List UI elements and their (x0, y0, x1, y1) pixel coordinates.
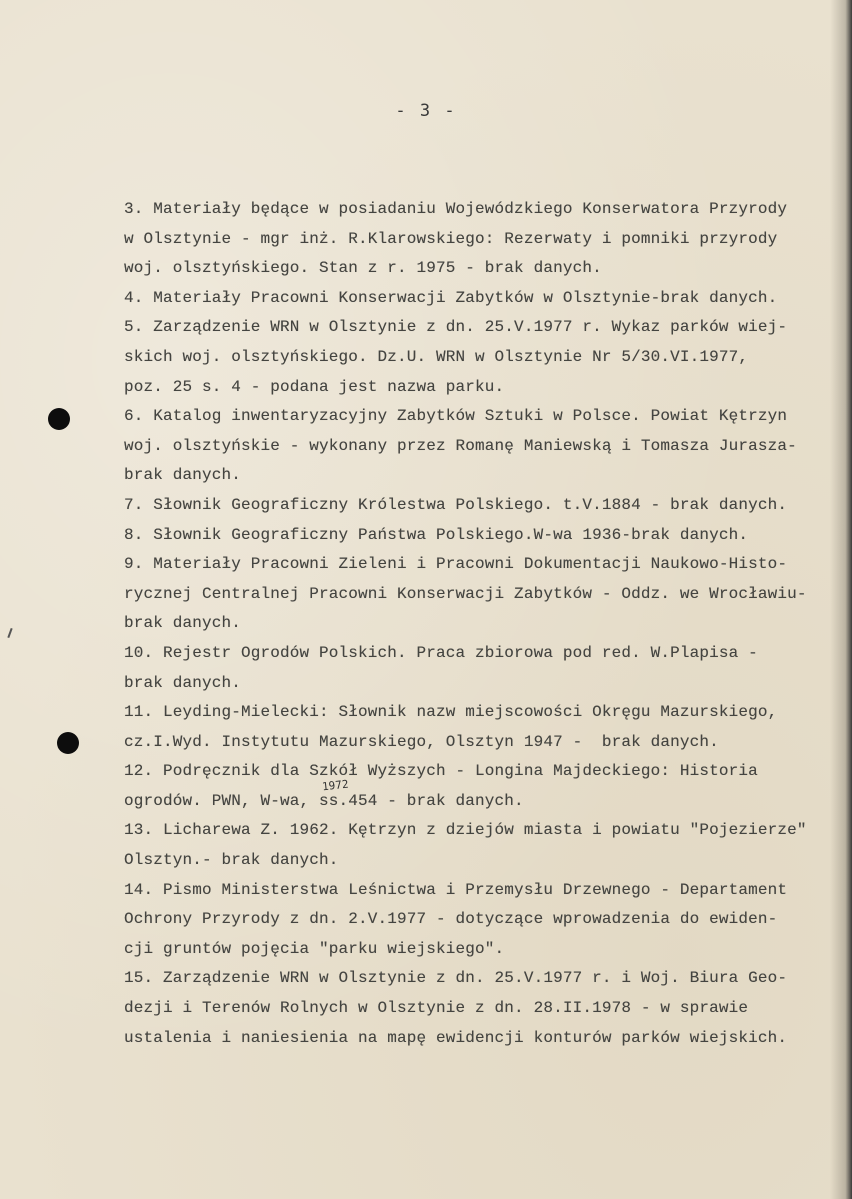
text-line: ustalenia i naniesienia na mapę ewidencji konturów parków wiejskich. (124, 1028, 788, 1047)
text-line: Ochrony Przyrody z dn. 2.V.1977 - dotyczące wprowadzenia do ewiden- (124, 910, 778, 929)
text-line: 5. Zarządzenie WRN w Olsztynie z dn. 25.V.1977 r. Wykaz parków wiej- (124, 318, 788, 337)
text-line: w Olsztynie - mgr inż. R.Klarowskiego: Rezerwaty i pomniki przyrody (124, 229, 778, 248)
text-line: 8. Słownik Geograficzny Państwa Polskiego.W-wa 1936-brak danych. (124, 525, 749, 544)
text-line: cji gruntów pojęcia "parku wiejskiego". (124, 939, 505, 958)
text-line: rycznej Centralnej Pracowni Konserwacji Zabytków - Oddz. we Wrocławiu- (124, 584, 807, 603)
text-line: 6. Katalog inwentaryzacyjny Zabytków Sztuki w Polsce. Powiat Kętrzyn (124, 407, 788, 426)
text-line: brak danych. (124, 466, 242, 485)
text-line: 11. Leyding-Mielecki: Słownik nazw miejscowości Okręgu Mazurskiego, (124, 703, 778, 722)
text-line: 9. Materiały Pracowni Zieleni i Pracowni Dokumentacji Naukowo-Histo- (124, 555, 788, 574)
text-line: brak danych. (124, 673, 242, 692)
punch-hole-icon (48, 408, 70, 430)
text-line: 12. Podręcznik dla Szkół Wyższych - Longina Majdeckiego: Historia (124, 762, 758, 781)
text-line: 13. Licharewa Z. 1962. Kętrzyn z dziejów miasta i powiatu "Pojezierze" (124, 821, 807, 840)
text-line: brak danych. (124, 614, 242, 633)
text-line: skich woj. olsztyńskiego. Dz.U. WRN w Olsztynie Nr 5/30.VI.1977, (124, 347, 749, 366)
text-line: dezji i Terenów Rolnych w Olsztynie z dn. 28.II.1978 - w sprawie (124, 999, 749, 1018)
text-line: ogrodów. PWN, W-wa, ss.454 - brak danych. (124, 791, 524, 810)
text-line: 14. Pismo Ministerstwa Leśnictwa i Przemysłu Drzewnego - Departament (124, 880, 788, 899)
handwritten-annotation: 1972 (321, 777, 350, 794)
text-line: 3. Materiały będące w posiadaniu Wojewódzkiego Konserwatora Przyrody (124, 200, 788, 218)
text-line: 7. Słownik Geograficzny Królestwa Polskiego. t.V.1884 - brak danych. (124, 495, 788, 514)
text-line: 15. Zarządzenie WRN w Olsztynie z dn. 25.V.1977 r. i Woj. Biura Geo- (124, 969, 788, 988)
text-line: 4. Materiały Pracowni Konserwacji Zabytków w Olsztynie-brak danych. (124, 288, 778, 307)
text-line: 10. Rejestr Ogrodów Polskich. Praca zbiorowa pod red. W.Plapisa - (124, 643, 758, 662)
text-line: cz.I.Wyd. Instytutu Mazurskiego, Olsztyn 1947 - brak danych. (124, 732, 719, 751)
text-line: Olsztyn.- brak danych. (124, 851, 339, 870)
bibliography-list (124, 195, 836, 1053)
margin-mark (7, 628, 12, 638)
page-number: - 3 - (395, 101, 457, 121)
text-line: woj. olsztyńskiego. Stan z r. 1975 - brak danych. (124, 259, 602, 278)
text-line: poz. 25 s. 4 - podana jest nazwa parku. (124, 377, 505, 396)
text-line: woj. olsztyńskie - wykonany przez Romanę Maniewską i Tomasza Jurasza- (124, 436, 797, 455)
punch-hole-icon (57, 732, 79, 754)
